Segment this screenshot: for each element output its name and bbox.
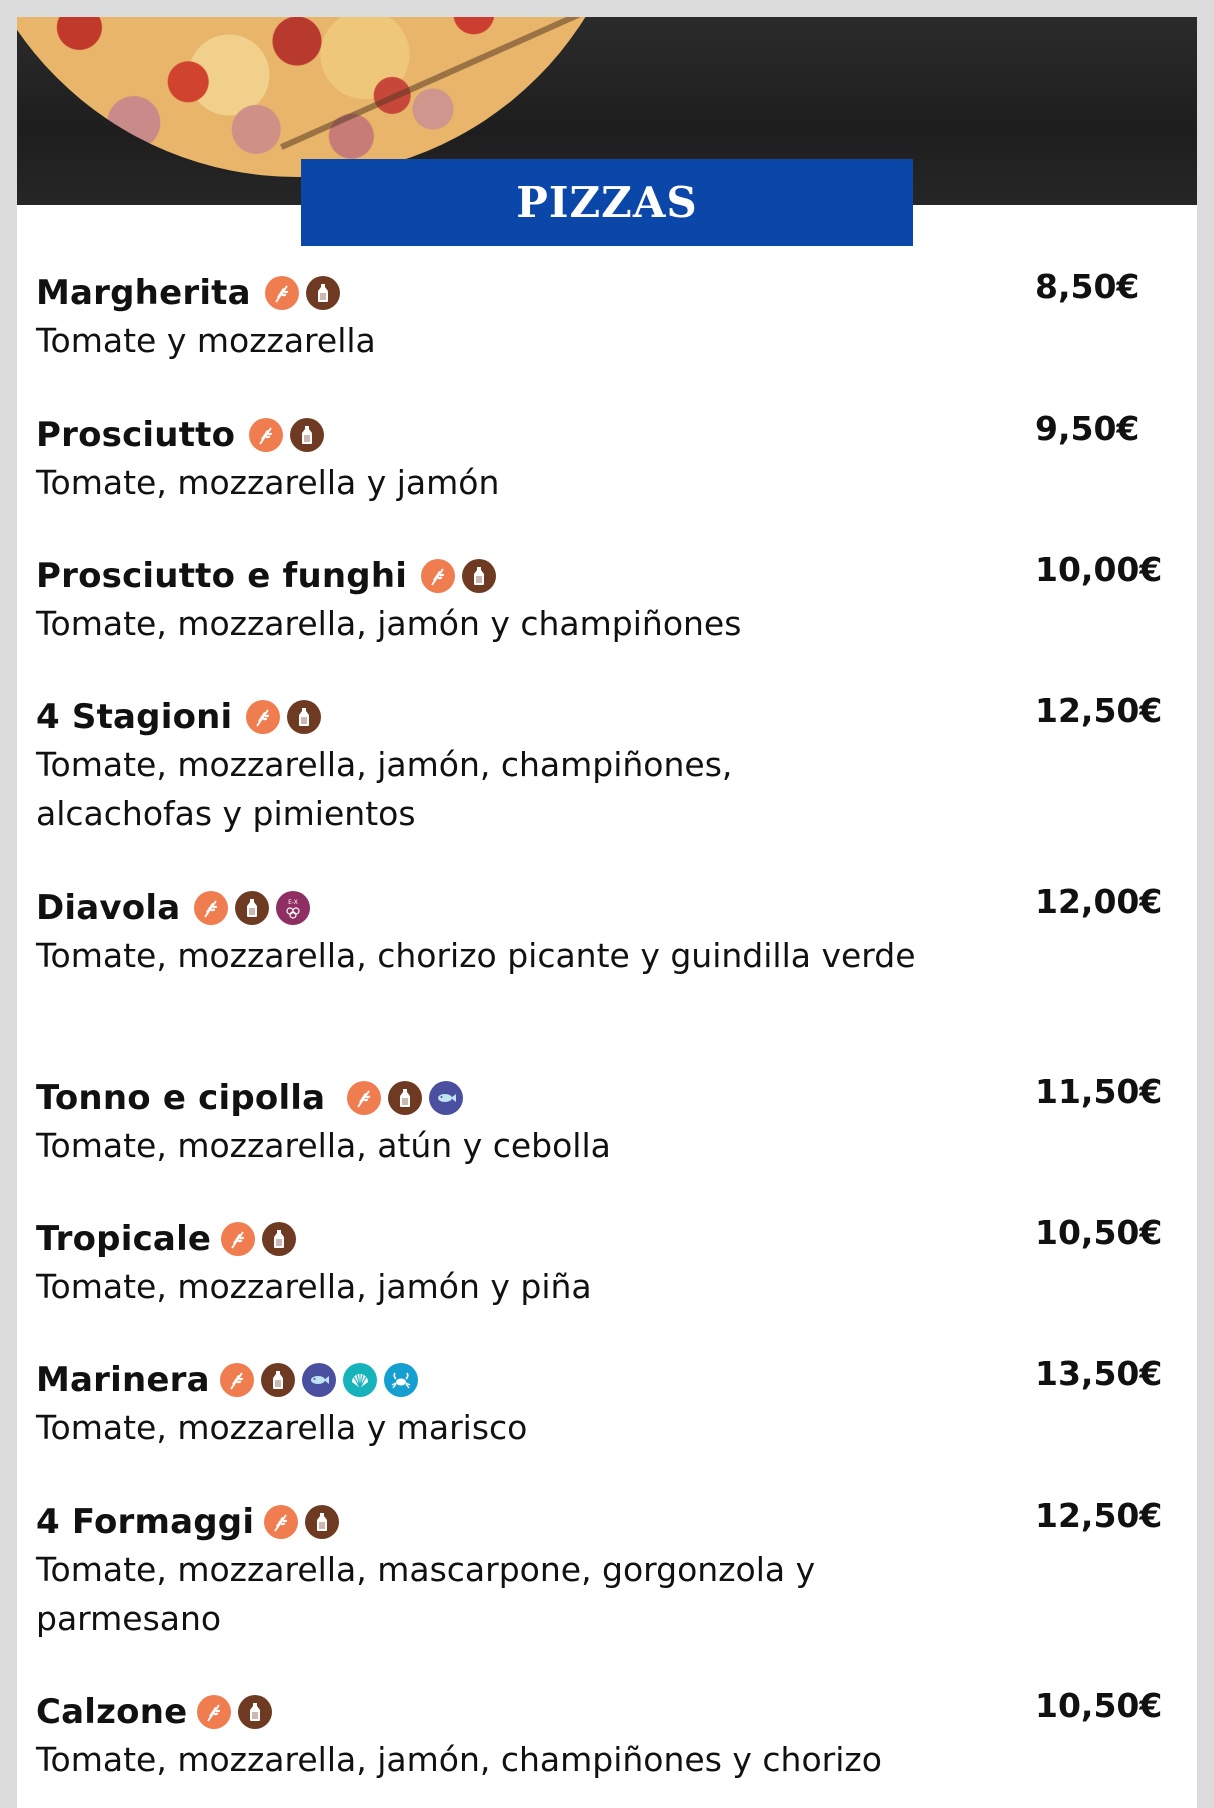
gluten-icon — [265, 276, 299, 310]
item-name: Tonno e cipolla — [36, 1078, 326, 1118]
gluten-icon — [264, 1505, 298, 1539]
item-name: Calzone — [36, 1692, 188, 1732]
menu-item — [36, 1354, 1176, 1452]
title-banner — [301, 159, 913, 246]
svg-text:E-X: E-X — [288, 899, 299, 906]
item-description: Tomate, mozzarella, jamón, champiñones, alcachofas y pimientos — [36, 745, 733, 833]
allergen-icons — [347, 1081, 470, 1115]
allergen-icons — [264, 1505, 346, 1539]
item-name: Prosciutto e funghi — [36, 556, 408, 596]
menu-item — [36, 1072, 1176, 1170]
item-description: Tomate, mozzarella y jamón — [36, 463, 500, 502]
fish-icon — [429, 1081, 463, 1115]
milk-icon — [287, 700, 321, 734]
menu-item — [36, 409, 1176, 507]
item-name: 4 Stagioni — [36, 697, 233, 737]
item-price: 9,50€ — [1035, 409, 1140, 448]
item-description: Tomate, mozzarella y marisco — [36, 1408, 528, 1447]
item-name: Margherita — [36, 273, 251, 313]
menu-item — [36, 550, 1176, 648]
item-price: 11,50€ — [1035, 1072, 1163, 1111]
menu-item — [36, 1496, 1176, 1643]
menu-item — [36, 691, 1176, 838]
item-name: Marinera — [36, 1360, 210, 1400]
fish-icon — [302, 1363, 336, 1397]
allergen-icons — [246, 700, 328, 734]
pizza-photo — [17, 17, 637, 177]
milk-icon — [388, 1081, 422, 1115]
gluten-icon — [220, 1363, 254, 1397]
milk-icon — [290, 418, 324, 452]
item-description: Tomate y mozzarella — [36, 321, 376, 360]
molluscs-icon — [343, 1363, 377, 1397]
allergen-icons — [265, 276, 347, 310]
milk-icon — [462, 559, 496, 593]
milk-icon — [262, 1222, 296, 1256]
item-name: Tropicale — [36, 1219, 212, 1259]
gluten-icon — [347, 1081, 381, 1115]
allergen-icons — [194, 891, 317, 925]
item-name: 4 Formaggi — [36, 1502, 255, 1542]
allergen-icons — [221, 1222, 303, 1256]
item-price: 10,50€ — [1035, 1213, 1163, 1252]
item-description: Tomate, mozzarella, jamón y champiñones — [36, 604, 742, 643]
item-price: 13,50€ — [1035, 1354, 1163, 1393]
allergen-icons — [220, 1363, 425, 1397]
gluten-icon — [246, 700, 280, 734]
milk-icon — [306, 276, 340, 310]
item-price: 10,50€ — [1035, 1686, 1163, 1725]
item-price: 12,50€ — [1035, 691, 1163, 730]
milk-icon — [235, 891, 269, 925]
sulfites-icon — [276, 891, 310, 925]
item-description: Tomate, mozzarella, mascarpone, gorgonzola y parmesano — [36, 1550, 816, 1638]
page-title: PIZZAS — [516, 178, 698, 227]
item-description: Tomate, mozzarella, jamón y piña — [36, 1267, 592, 1306]
milk-icon — [238, 1695, 272, 1729]
menu-item — [36, 267, 1176, 365]
item-price: 12,50€ — [1035, 1496, 1163, 1535]
item-description: Tomate, mozzarella, jamón, champiñones y chorizo — [36, 1740, 882, 1779]
item-description: Tomate, mozzarella, chorizo picante y guindilla verde — [36, 936, 916, 975]
milk-icon — [261, 1363, 295, 1397]
item-description: Tomate, mozzarella, atún y cebolla — [36, 1126, 611, 1165]
item-price: 10,00€ — [1035, 550, 1163, 589]
allergen-icons — [197, 1695, 279, 1729]
gluten-icon — [221, 1222, 255, 1256]
item-name: Prosciutto — [36, 415, 236, 455]
milk-icon — [305, 1505, 339, 1539]
gluten-icon — [421, 559, 455, 593]
menu-page — [17, 17, 1197, 1808]
crustaceans-icon — [384, 1363, 418, 1397]
gluten-icon — [194, 891, 228, 925]
item-price: 8,50€ — [1035, 267, 1140, 306]
menu-item — [36, 1213, 1176, 1311]
menu-item — [36, 1686, 1176, 1784]
allergen-icons — [249, 418, 331, 452]
item-price: 12,00€ — [1035, 882, 1163, 921]
allergen-icons — [421, 559, 503, 593]
gluten-icon — [197, 1695, 231, 1729]
item-name: Diavola — [36, 888, 181, 928]
menu-item — [36, 882, 1176, 980]
gluten-icon — [249, 418, 283, 452]
